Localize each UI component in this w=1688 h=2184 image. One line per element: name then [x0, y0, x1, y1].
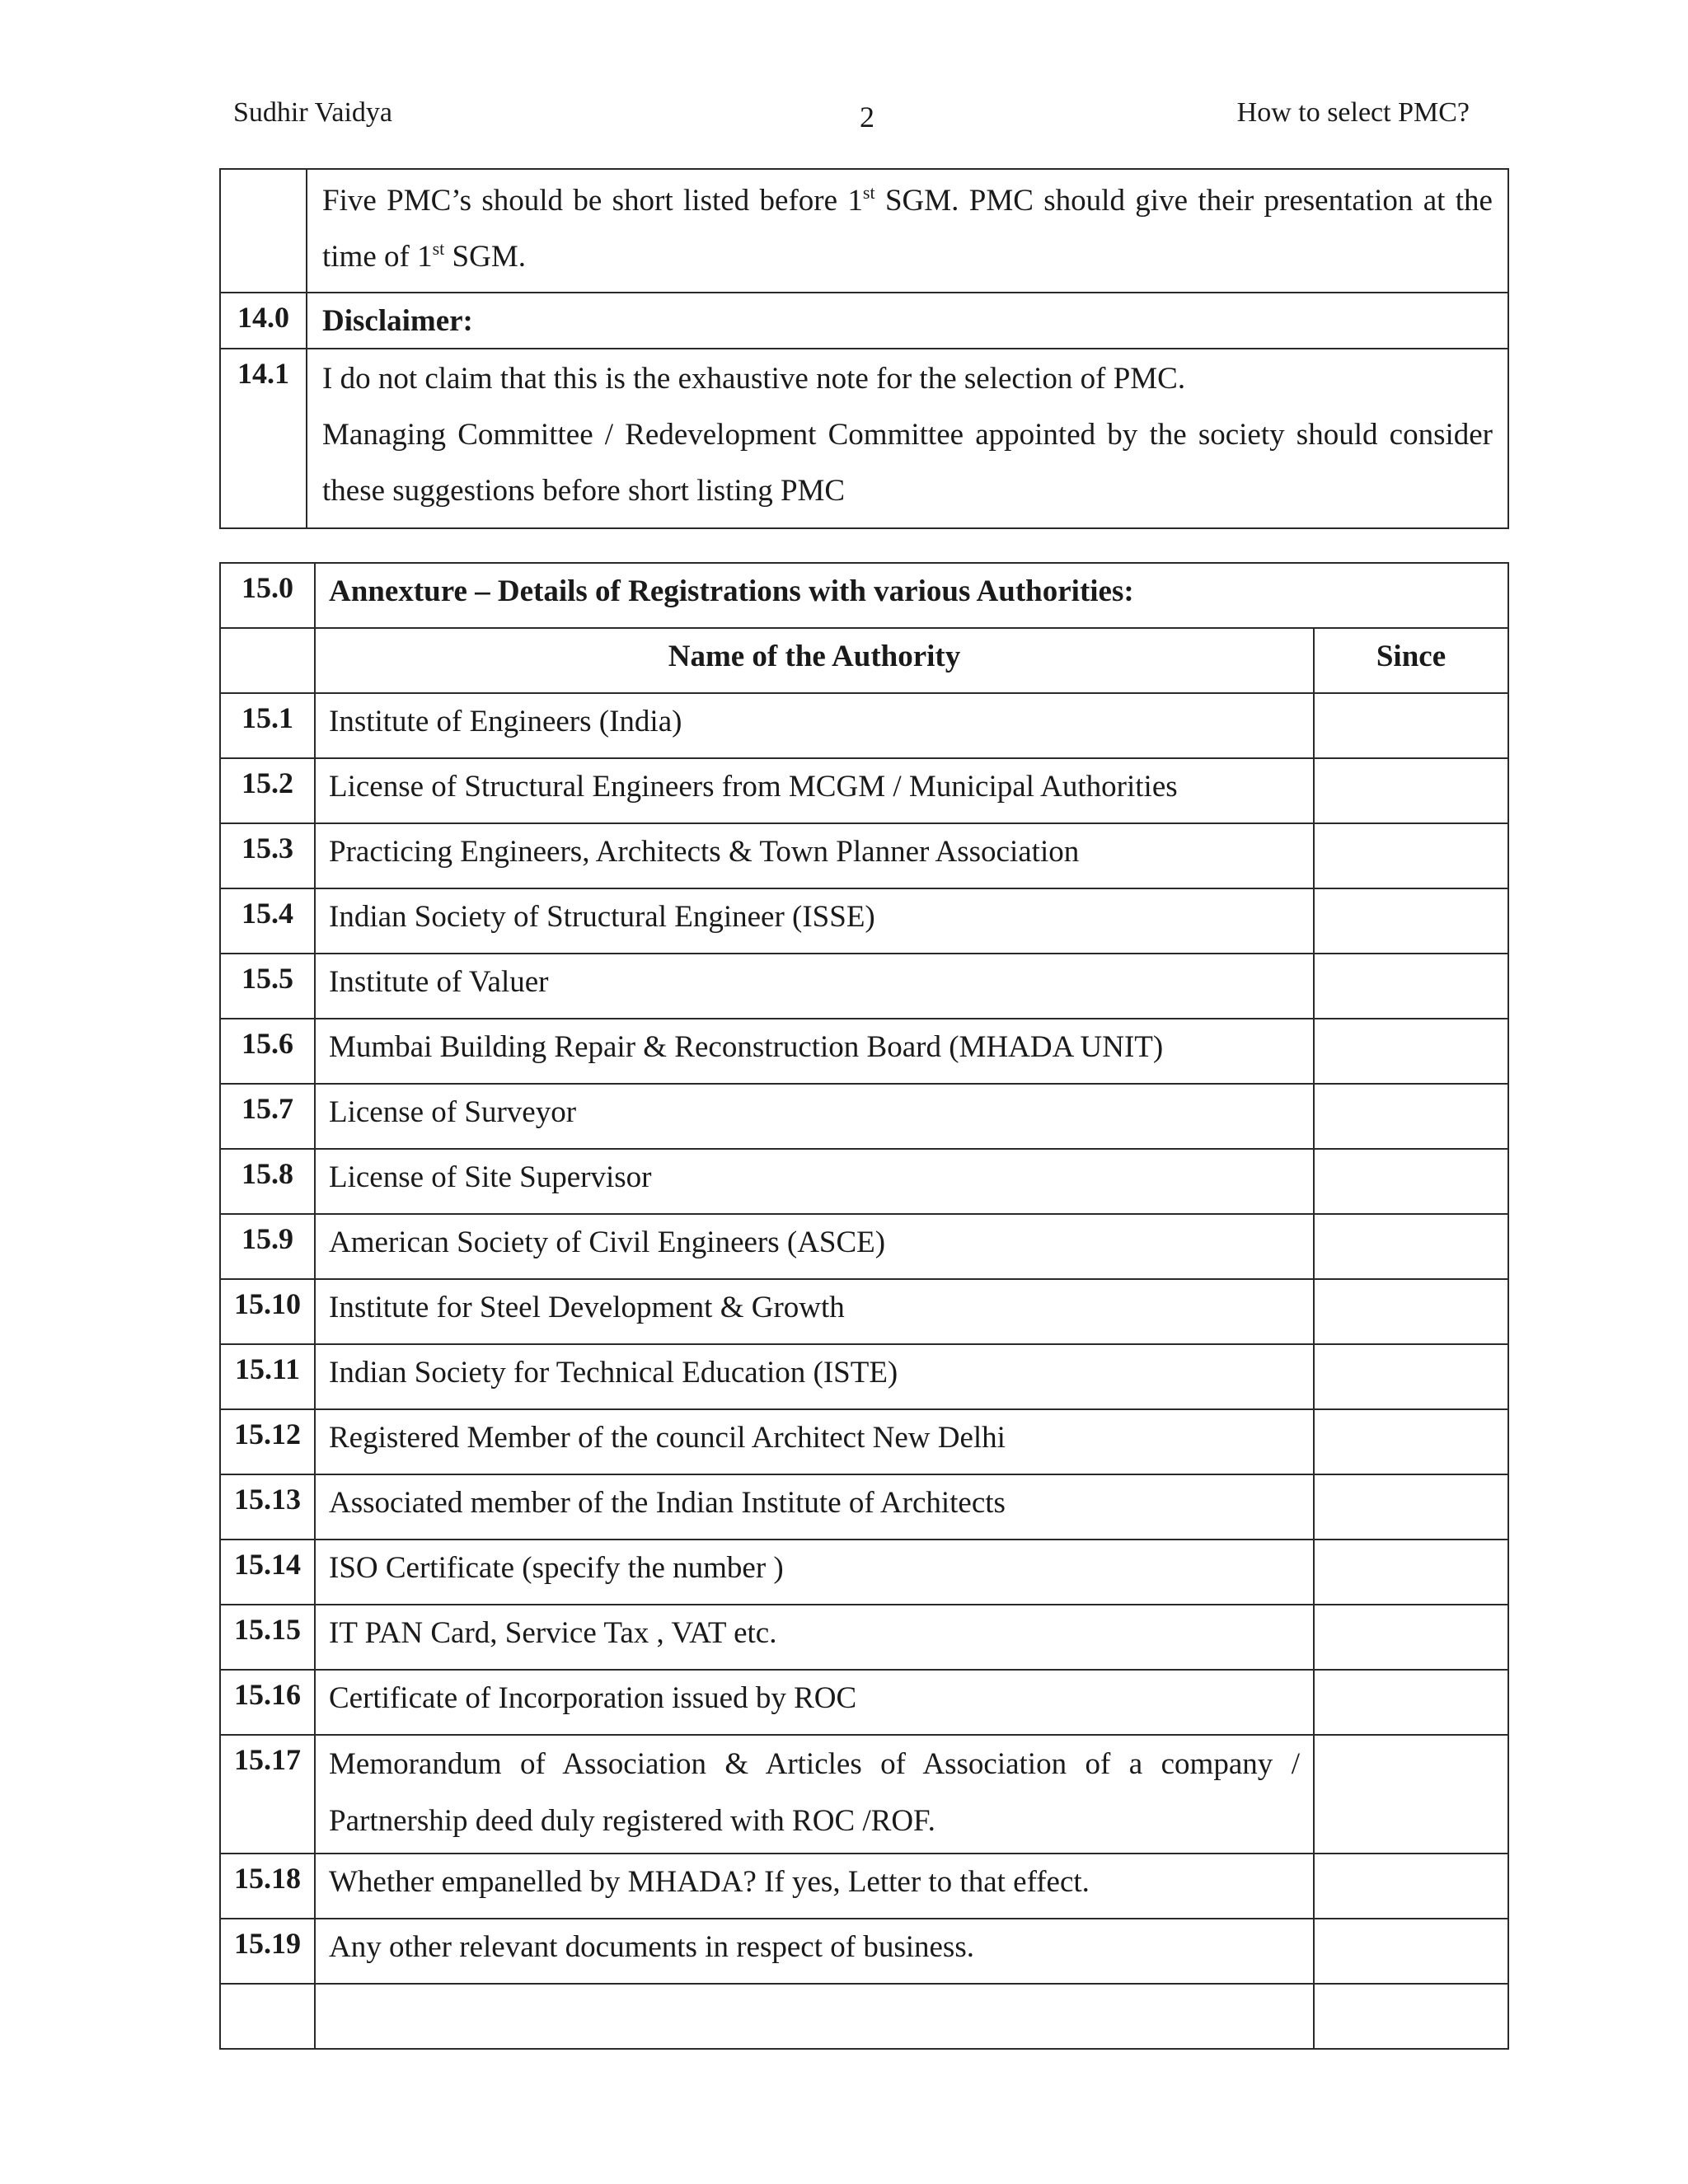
disclaimer-line: Managing Committee / Redevelopment Committee appointed by the society should consider these suggestions before short listing PMC: [322, 418, 1493, 508]
table-row: [220, 888, 1508, 954]
row-number: 15.19: [220, 1919, 315, 1984]
table-row: [220, 693, 1508, 758]
since-cell: [1314, 1670, 1508, 1735]
table-row: [220, 1735, 1508, 1854]
row-number: 15.11: [220, 1344, 315, 1409]
table-row: [220, 1670, 1508, 1735]
since-cell: [1314, 1019, 1508, 1084]
authority-name: Registered Member of the council Architect New Delhi: [315, 1409, 1314, 1474]
authority-name: Practicing Engineers, Architects & Town Planner Association: [315, 823, 1314, 888]
header-empty-cell: [220, 628, 315, 693]
row-number: 15.18: [220, 1854, 315, 1919]
table-row: [220, 349, 1508, 528]
since-cell: [1314, 1474, 1508, 1540]
column-header-since: Since: [1314, 628, 1508, 693]
since-cell: [1314, 823, 1508, 888]
table-header-row: [220, 628, 1508, 693]
disclaimer-text-cell: [307, 349, 1508, 528]
authority-name: Associated member of the Indian Institute of Architects: [315, 1474, 1314, 1540]
row-number: 15.8: [220, 1149, 315, 1214]
annexure-title: Annexture – Details of Registrations with various Authorities:: [315, 563, 1508, 628]
table-row: [220, 1605, 1508, 1670]
table-row: [220, 1409, 1508, 1474]
row-number: 15.1: [220, 693, 315, 758]
row-number: 15.6: [220, 1019, 315, 1084]
table-row: [220, 1084, 1508, 1149]
table-row: [220, 1474, 1508, 1540]
since-cell: [1314, 1605, 1508, 1670]
since-cell: [1314, 1919, 1508, 1984]
row-number: 15.10: [220, 1279, 315, 1344]
table-row: [220, 1344, 1508, 1409]
authority-name: Certificate of Incorporation issued by ROC: [315, 1670, 1314, 1735]
row-number: 15.4: [220, 888, 315, 954]
column-header-authority: Name of the Authority: [315, 628, 1314, 693]
section-number: 14.1: [220, 349, 307, 528]
table-row: [220, 1984, 1508, 2049]
authority-name: License of Surveyor: [315, 1084, 1314, 1149]
since-cell: [1314, 1344, 1508, 1409]
row-number: 15.16: [220, 1670, 315, 1735]
since-cell: [1314, 1279, 1508, 1344]
authority-name: License of Structural Engineers from MCGM / Municipal Authorities: [315, 758, 1314, 823]
table-row: [220, 823, 1508, 888]
row-number: 15.3: [220, 823, 315, 888]
annexure-table: [219, 562, 1509, 2050]
table-row: [220, 293, 1508, 349]
row-number: 15.2: [220, 758, 315, 823]
authority-name: Memorandum of Association & Articles of Association of a company / Partnership deed duly registered with ROC /ROF.: [315, 1735, 1314, 1854]
authority-name: License of Site Supervisor: [315, 1149, 1314, 1214]
since-cell: [1314, 1540, 1508, 1605]
row-number: [220, 1984, 315, 2049]
row-number: 15.12: [220, 1409, 315, 1474]
header-author: Sudhir Vaidya: [233, 97, 392, 128]
authority-name: IT PAN Card, Service Tax , VAT etc.: [315, 1605, 1314, 1670]
row-number: 15.13: [220, 1474, 315, 1540]
section-number: 15.0: [220, 563, 315, 628]
row-number-cell: [220, 169, 307, 293]
row-number: 15.5: [220, 954, 315, 1019]
since-cell: [1314, 1149, 1508, 1214]
since-cell: [1314, 693, 1508, 758]
row-number: 15.7: [220, 1084, 315, 1149]
since-cell: [1314, 954, 1508, 1019]
since-cell: [1314, 758, 1508, 823]
authority-name: Indian Society of Structural Engineer (ISSE): [315, 888, 1314, 954]
authority-name: Mumbai Building Repair & Reconstruction Board (MHADA UNIT): [315, 1019, 1314, 1084]
page-header: [233, 97, 1470, 138]
disclaimer-line: I do not claim that this is the exhaustive note for the selection of PMC.: [322, 362, 1186, 396]
table-row: [220, 1540, 1508, 1605]
disclaimer-heading: Disclaimer:: [307, 293, 1508, 349]
header-page-number: 2: [860, 101, 874, 134]
authority-name: Institute for Steel Development & Growth: [315, 1279, 1314, 1344]
authority-name: Institute of Valuer: [315, 954, 1314, 1019]
table-row: [220, 758, 1508, 823]
row-number: 15.17: [220, 1735, 315, 1854]
shortlist-note-cell: Five PMC’s should be short listed before 1st SGM. PMC should give their presentation at the time of 1st SGM.: [307, 169, 1508, 293]
table-row: [220, 1279, 1508, 1344]
since-cell: [1314, 1214, 1508, 1279]
section-number: 14.0: [220, 293, 307, 349]
since-cell: [1314, 1854, 1508, 1919]
since-cell: [1314, 888, 1508, 954]
row-number: 15.14: [220, 1540, 315, 1605]
authority-name: [315, 1984, 1314, 2049]
table-row: [220, 1149, 1508, 1214]
table-row: [220, 1919, 1508, 1984]
table-row: [220, 1214, 1508, 1279]
header-doc-title: How to select PMC?: [1236, 97, 1470, 128]
since-cell: [1314, 1084, 1508, 1149]
table-row: [220, 954, 1508, 1019]
authority-name: Indian Society for Technical Education (ISTE): [315, 1344, 1314, 1409]
since-cell: [1314, 1984, 1508, 2049]
table-row: [220, 1019, 1508, 1084]
pmc-notes-table: [219, 168, 1509, 529]
table-row: [220, 1854, 1508, 1919]
since-cell: [1314, 1409, 1508, 1474]
since-cell: [1314, 1735, 1508, 1854]
authority-name: American Society of Civil Engineers (ASCE): [315, 1214, 1314, 1279]
row-number: 15.9: [220, 1214, 315, 1279]
authority-name: Institute of Engineers (India): [315, 693, 1314, 758]
authority-name: Any other relevant documents in respect of business.: [315, 1919, 1314, 1984]
authority-name: ISO Certificate (specify the number ): [315, 1540, 1314, 1605]
authority-name: Whether empanelled by MHADA? If yes, Letter to that effect.: [315, 1854, 1314, 1919]
table-row: [220, 563, 1508, 628]
row-number: 15.15: [220, 1605, 315, 1670]
table-row: [220, 169, 1508, 293]
